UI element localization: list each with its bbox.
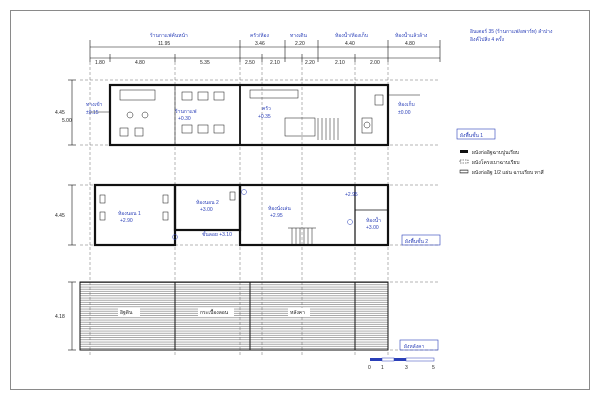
floor1-room-level: +0.35 <box>258 114 271 120</box>
floor1-room-name: ครัว <box>262 106 271 112</box>
roof-side-dim: 4.18 <box>55 314 65 320</box>
legend-text: ผนังก่ออิฐ 1/2 แผ่น ฉาบเรียบ ทาสี <box>472 170 544 176</box>
svg-text:ผังพื้นชั้น 2: ผังพื้นชั้น 2 <box>405 239 429 245</box>
floor2-room-name: ห้องนอน 2 <box>196 200 219 206</box>
top-overall-dims <box>158 41 415 47</box>
dim-text: 4.80 <box>405 41 415 47</box>
roof-segment-label: อิฐดิน <box>120 310 133 316</box>
dim-text: 2.50 <box>245 60 255 66</box>
dim-text: 3.46 <box>255 41 265 47</box>
dim-text: 2.10 <box>270 60 280 66</box>
floor2-stair-level: ชั้นลอย +3.10 <box>202 232 232 238</box>
svg-text:ผังหลังคา: ผังหลังคา <box>404 344 425 350</box>
zone-label: ครัว/ห้อง <box>250 33 269 39</box>
floor2-room-name: ห้องน้ำ <box>366 218 381 224</box>
dim-text: 4.40 <box>345 41 355 47</box>
scale-bar <box>368 358 435 371</box>
dim-text: 2.20 <box>305 60 315 66</box>
scale-tick: 5 <box>432 365 435 371</box>
roof-title <box>400 340 438 350</box>
wall-dashed-symbol <box>460 160 468 163</box>
floor1-room-level: ±0.15 <box>86 110 99 116</box>
wall-solid-symbol <box>460 150 468 153</box>
floor2-room-name: ห้องนั่งเล่น <box>268 206 291 212</box>
zone-label: ทางเดิน <box>290 33 307 39</box>
roof-segment-label: หลังคา <box>290 310 305 316</box>
floor2-side-dim: 4.45 <box>55 213 65 219</box>
dim-text: 4.80 <box>135 60 145 66</box>
floor1-room-level: +0.30 <box>178 116 191 122</box>
scale-tick: 1 <box>381 365 384 371</box>
legend-text: ผนังก่ออิฐฉาบปูนเรียบ <box>472 150 520 156</box>
dim-text: 2.20 <box>295 41 305 47</box>
zone-label: ร้านกาแฟค้นหน้า <box>150 33 188 39</box>
wall-legend <box>460 149 544 176</box>
dim-text: 2.10 <box>335 60 345 66</box>
dim-text: 11.95 <box>158 41 171 47</box>
floor1-side-dim2: 5.00 <box>62 118 72 124</box>
floor1-room-level: ±0.00 <box>398 110 411 116</box>
top-zone-labels <box>150 30 428 39</box>
dim-text: 2.00 <box>370 60 380 66</box>
zone-label: ห้องน้ำ/ห้องเก็บ <box>335 33 369 39</box>
drawing-subtitle: อิงค์ไปสิ่ง 4 ครั้ง <box>470 37 505 43</box>
floor2-title <box>402 235 440 245</box>
floor2-room-level: +3.00 <box>200 207 213 213</box>
floor1-room-name: ห้องเก็บ <box>398 102 415 108</box>
floor2-room-level: +2.95 <box>270 213 283 219</box>
floor2-room-name: ห้องนอน 1 <box>118 211 141 217</box>
zone-label: ห้องน้ำแล้วล้าง <box>395 33 428 39</box>
scale-tick: 0 <box>368 365 371 371</box>
floor1-plan <box>90 85 420 145</box>
floor1-side-dim: 4.45 <box>55 110 65 116</box>
top-sub-dims <box>95 60 380 66</box>
svg-text:ผังพื้นชั้น 1: ผังพื้นชั้น 1 <box>460 133 484 139</box>
floor1-title <box>457 129 495 139</box>
floor2-room-level: +3.00 <box>366 225 379 231</box>
dim-text: 5.35 <box>200 60 210 66</box>
dim-text: 1.80 <box>95 60 105 66</box>
floor2-room-level: +2.90 <box>120 218 133 224</box>
roof-segment-label: กระเบื้องลอน <box>200 310 229 316</box>
floor2-top-level: +2.95 <box>345 192 358 198</box>
top-dimension-chain <box>90 40 440 62</box>
legend-text: ผนังโครงเบาฉาบเรียบ <box>472 160 520 166</box>
wall-hatched-symbol <box>460 170 468 173</box>
scale-tick: 3 <box>405 365 408 371</box>
floor1-room-name: ทางเข้า <box>86 102 103 108</box>
floor1-room-name: ร้านกาแฟ <box>175 109 197 115</box>
drawing-title: อินเตอร์ 35 (ร้านกาแฟ/อพาร์ท) ลำปาง <box>470 29 553 35</box>
